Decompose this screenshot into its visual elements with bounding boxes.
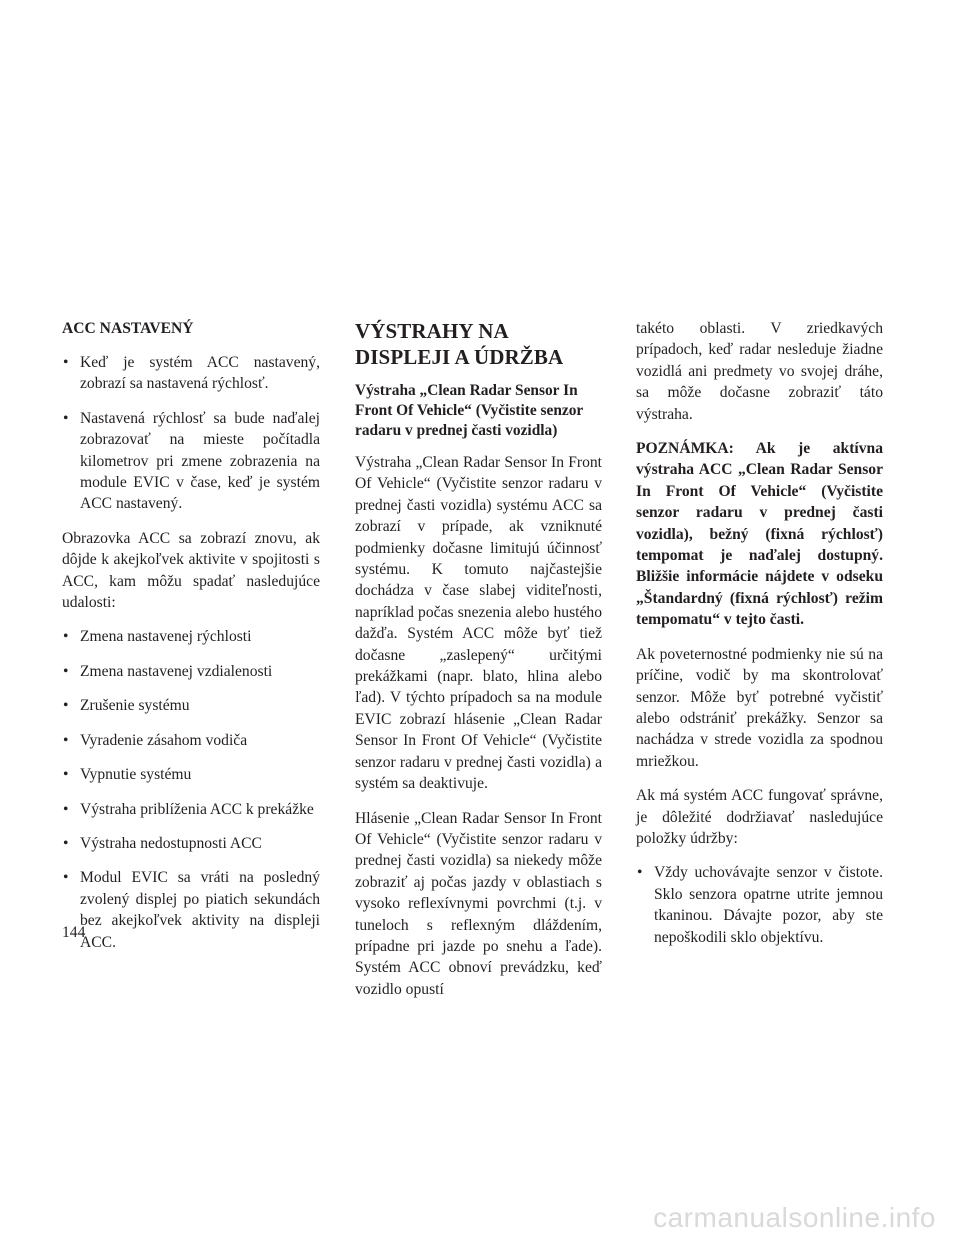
warning-paragraph-2: Hlásenie „Clean Radar Sensor In Front Of Vehicle“ (Vyčistite senzor radaru v prednej časti vozidla) sa niekedy môže zobraziť aj počas jazdy v oblastiach s vysoko reflexívnymi povrchmi (t.j. v tuneloch s reflexným dláždením, prípadne pri jazde po snehu a ľade). Systém ACC obnoví prevádzku, keď vozidlo opustí <box>355 809 602 998</box>
acc-events-list <box>62 626 320 952</box>
bullet-icon: • <box>63 409 69 427</box>
list-item: • Vždy uchovávajte senzor v čistote. Sklo senzora opatrne utrite jemnou tkaninou. Dávajte pozor, aby ste nepoškodili sklo objektívu. <box>637 864 883 946</box>
continuation-paragraph: takéto oblasti. V zriedkavých prípadoch, keď radar nesleduje žiadne vozidlá ani predmety vo svojej dráhe, sa môže dočasne zobraziť táto výstraha. <box>636 320 883 423</box>
list-item: • Vypnutie systému <box>62 764 320 785</box>
bullet-icon: • <box>63 697 69 715</box>
acc-set-list <box>62 352 320 515</box>
middle-column <box>355 318 602 1013</box>
list-item: • Výstraha priblíženia ACC k prekážke <box>62 799 320 820</box>
bullet-icon: • <box>63 628 69 646</box>
acc-set-heading: ACC NASTAVENÝ <box>62 320 194 337</box>
note-paragraph: POZNÁMKA: Ak je aktívna výstraha ACC „Clean Radar Sensor In Front Of Vehicle“ (Vyčistite senzor radaru v prednej časti vozidla), bežný (fixná rýchlosť) tempomat je naďalej dostupný. Bližšie informácie nájdete v odseku „Štandardný (fixná rýchlosť) režim tempomatu“ v tejto časti. <box>636 440 883 629</box>
bullet-icon: • <box>63 834 69 852</box>
maintenance-list <box>636 862 883 948</box>
list-item: • Nastavená rýchlosť sa bude naďalej zobrazovať na mieste počítadla kilometrov pri zmene zobrazenia na module EVIC v čase, keď je systém ACC nastavený. <box>63 409 320 513</box>
left-column <box>62 318 320 966</box>
bullet-icon: • <box>63 354 69 371</box>
bullet-icon: • <box>63 766 69 784</box>
acc-redisplay-paragraph: Obrazovka ACC sa zobrazí znovu, ak dôjde k akejkoľvek aktivite v spojitosti s ACC, kam môžu spadať nasledujúce udalosti: <box>62 529 320 612</box>
bullet-icon: • <box>637 864 643 882</box>
list-item: • Modul EVIC sa vráti na posledný zvolený displej po piatich sekundách bez akejkoľvek aktivity na displeji ACC. <box>63 869 320 951</box>
bullet-icon: • <box>63 662 69 680</box>
section-title: VÝSTRAHY NA DISPLEJI A ÚDRŽBA <box>355 319 564 369</box>
bullet-icon: • <box>63 731 69 749</box>
list-item: • Vyradenie zásahom vodiča <box>62 730 320 751</box>
bullet-icon: • <box>63 869 69 887</box>
list-item: • Zrušenie systému <box>62 695 320 716</box>
bullet-icon: • <box>63 800 69 818</box>
list-item: • Zmena nastavenej vzdialenosti <box>62 661 320 682</box>
right-column <box>636 318 883 961</box>
watermark: carmanualsonline.info <box>653 1202 936 1233</box>
weather-paragraph: Ak poveternostné podmienky nie sú na príčine, vodič by ma skontrolovať senzor. Môže byť potrebné vyčistiť alebo odstrániť prekážky. Senzor sa nachádza v strede vozidla za spodnou mriežkou. <box>636 645 883 770</box>
list-item: • Keď je systém ACC nastavený, zobrazí sa nastavená rýchlosť. <box>63 354 320 393</box>
page-number: 144 <box>62 924 86 941</box>
list-item: • Zmena nastavenej rýchlosti <box>62 626 320 647</box>
maintenance-paragraph: Ak má systém ACC fungovať správne, je dôležité dodržiavať nasledujúce položky údržby: <box>636 787 883 847</box>
warning-subheading: Výstraha „Clean Radar Sensor In Front Of Vehicle“ (Vyčistite senzor radaru v prednej časti vozidla) <box>355 382 583 439</box>
list-item: • Výstraha nedostupnosti ACC <box>62 833 320 854</box>
warning-paragraph-1: Výstraha „Clean Radar Sensor In Front Of Vehicle“ (Vyčistite senzor radaru v prednej časti vozidla) systému ACC sa zobrazí v prípade, ak vzniknuté podmienky dočasne limitujú účinnosť systému. K tomuto najčastejšie dochádza v čase slabej viditeľnosti, napríklad počas snezenia alebo hustého dažďa. Systém ACC môže byť tiež dočasne „zaslepený“ určitými prekážkami (napr. blato, hlina alebo ľad). V týchto prípadoch sa na module EVIC zobrazí hlásenie „Clean Radar Sensor In Front Of Vehicle“ (Vyčistite senzor radaru v prednej časti vozidla) a systém sa deaktivuje. <box>355 454 602 793</box>
